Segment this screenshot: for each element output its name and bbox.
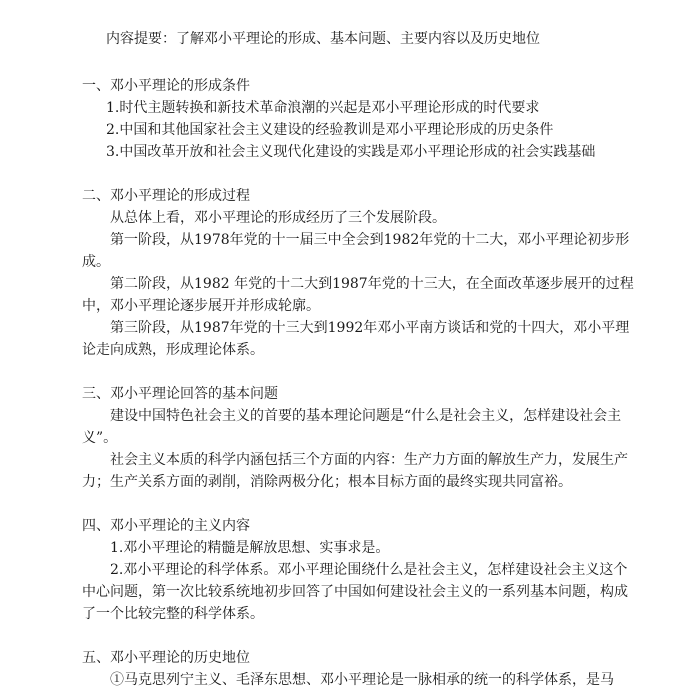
section-heading: 三、邓小平理论回答的基本问题 xyxy=(82,386,278,402)
paragraph: 1.邓小平理论的精髓是解放思想、实事求是。 xyxy=(110,540,390,556)
paragraph: 第二阶段，从1982 年党的十二大到1987年党的十三大，在全面改革逐步展开的过程中，邓小平理论逐步展开并形成轮廓。 xyxy=(82,276,634,314)
paragraph: 第三阶段，从1987年党的十三大到1992年邓小平南方谈话和党的十四大，邓小平理论走向成熟，形成理论体系。 xyxy=(82,320,630,358)
section-historical-status xyxy=(82,647,638,691)
section-formation-process xyxy=(82,185,638,361)
section-basic-questions xyxy=(82,383,638,493)
section-formation-conditions xyxy=(82,75,638,163)
list-item: 3.中国改革开放和社会主义现代化建设的实践是邓小平理论形成的社会实践基础 xyxy=(106,144,596,160)
paragraph: 第一阶段，从1978年党的十一届三中全会到1982年党的十二大，邓小平理论初步形成。 xyxy=(82,232,630,270)
section-heading: 五、邓小平理论的历史地位 xyxy=(82,650,250,666)
summary-line: 内容提要：了解邓小平理论的形成、基本问题、主要内容以及历史地位 xyxy=(106,31,540,47)
list-item: 1.时代主题转换和新技术革命浪潮的兴起是邓小平理论形成的时代要求 xyxy=(106,100,540,116)
paragraph: 从总体上看，邓小平理论的形成经历了三个发展阶段。 xyxy=(110,210,446,226)
paragraph: 建设中国特色社会主义的首要的基本理论问题是“什么是社会主义，怎样建设社会主义”。 xyxy=(82,408,622,446)
section-main-content xyxy=(82,515,638,625)
paragraph: 2.邓小平理论的科学体系。邓小平理论围绕什么是社会主义，怎样建设社会主义这个中心问题，第一次比较系统地初步回答了中国如何建设社会主义的一系列基本问题，构成了一个比较完整的科学体系。 xyxy=(82,562,628,622)
paragraph: ①马克思列宁主义、毛泽东思想、邓小平理论是一脉相承的统一的科学体系，是马 xyxy=(110,672,614,688)
list-item: 2.中国和其他国家社会主义建设的经验教训是邓小平理论形成的历史条件 xyxy=(106,122,554,138)
paragraph: 社会主义本质的科学内涵包括三个方面的内容：生产力方面的解放生产力，发展生产力；生产关系方面的剥削，消除两极分化；根本目标方面的最终实现共同富裕。 xyxy=(82,452,628,490)
section-heading: 二、邓小平理论的形成过程 xyxy=(82,188,250,204)
section-heading: 四、邓小平理论的主义内容 xyxy=(82,518,250,534)
section-heading: 一、邓小平理论的形成条件 xyxy=(82,78,250,94)
